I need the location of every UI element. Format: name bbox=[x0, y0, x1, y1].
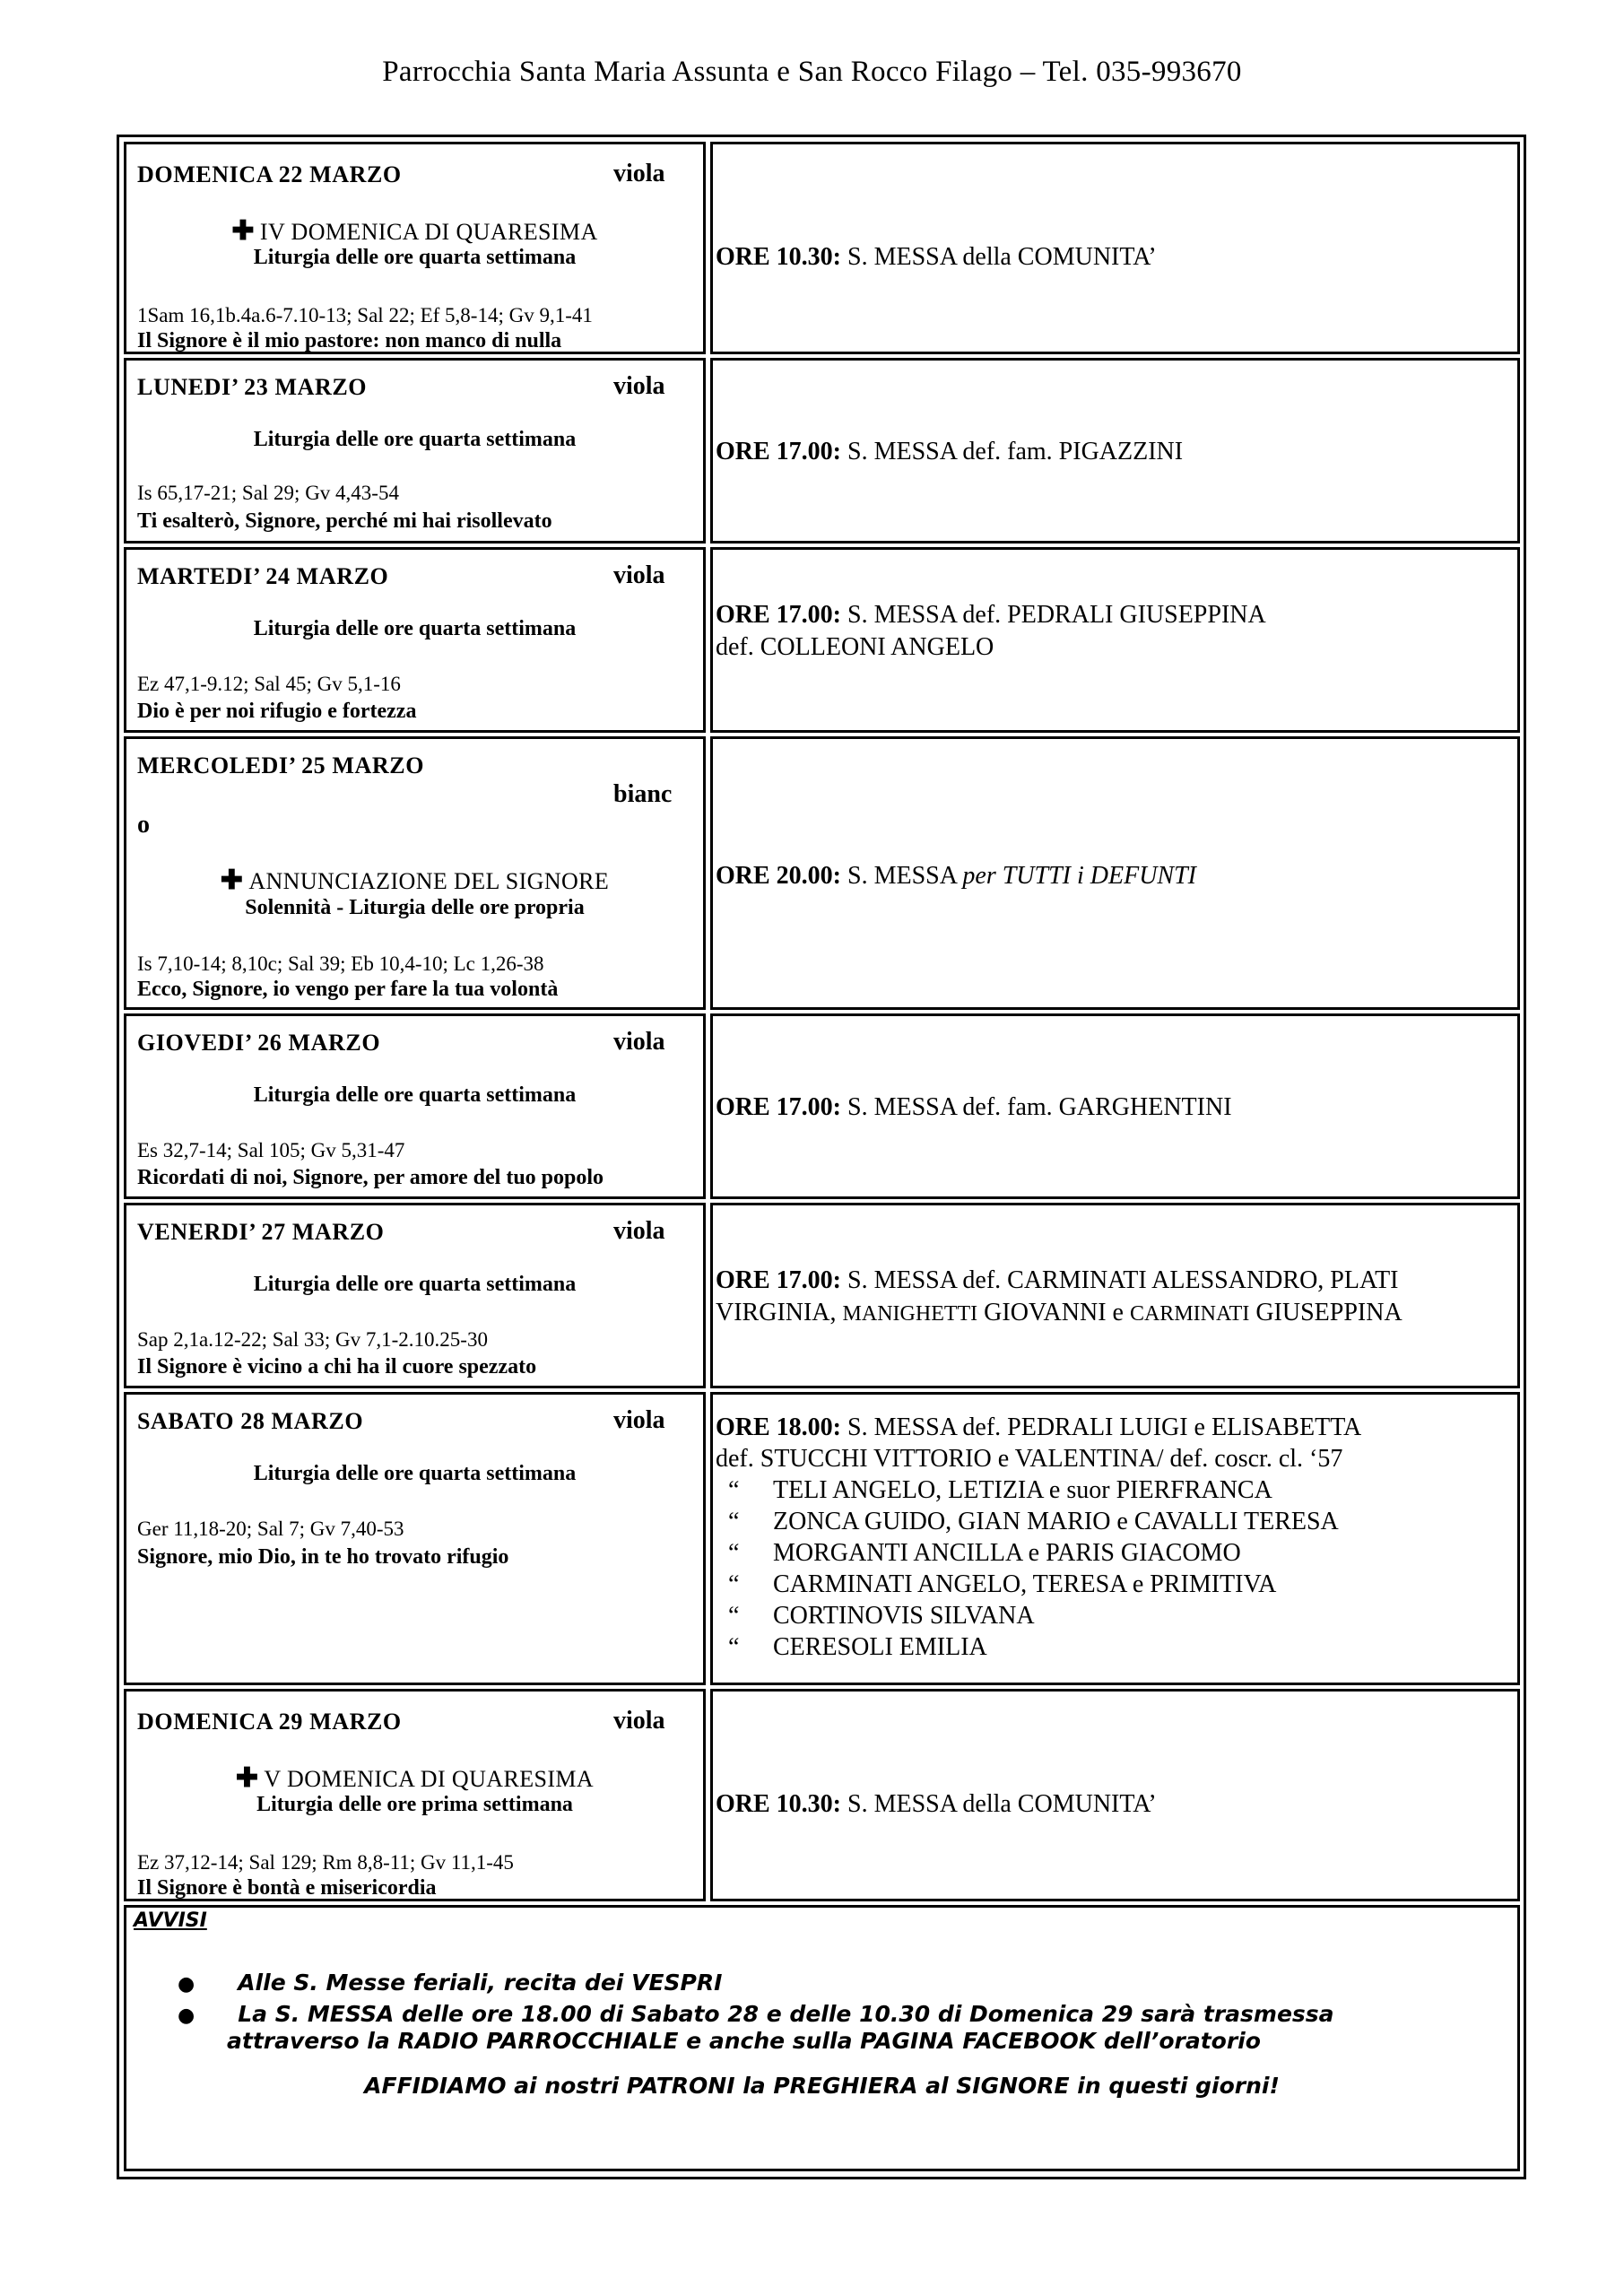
mass-time: ORE 18.00: bbox=[716, 1413, 841, 1441]
mass-intention: TELI ANGELO, LETIZIA e suor PIERFRANCA bbox=[773, 1476, 1272, 1504]
mass-intention: MORGANTI ANCILLA e PARIS GIACOMO bbox=[773, 1539, 1241, 1567]
readings: Ez 47,1-9.12; Sal 45; Gv 5,1-16 bbox=[137, 673, 401, 695]
mass-name-part: MANIGHETTI bbox=[842, 1302, 978, 1326]
day-cell bbox=[124, 547, 706, 733]
day-cell bbox=[124, 736, 706, 1010]
liturgy-note: Solennità - Liturgia delle ore propria bbox=[245, 896, 585, 919]
mass-time: ORE 10.30: bbox=[716, 1790, 841, 1818]
ditto-mark: “ bbox=[728, 1633, 740, 1661]
day-cell bbox=[124, 1013, 706, 1199]
liturgy-note: Liturgia delle ore quarta settimana bbox=[253, 617, 577, 640]
cross-icon: ✚ bbox=[235, 1763, 259, 1793]
feast-title bbox=[126, 215, 703, 247]
liturgy-note: Liturgia delle ore quarta settimana bbox=[253, 1462, 577, 1485]
feast-title bbox=[126, 865, 703, 896]
mass-line-2 bbox=[716, 1297, 1403, 1330]
day-cell bbox=[124, 1392, 706, 1685]
day-cell bbox=[124, 1689, 706, 1901]
day-cell bbox=[124, 358, 706, 544]
psalm-response: Ricordati di noi, Signore, per amore del tuo popolo bbox=[137, 1166, 604, 1189]
notice-text-cont: attraverso la RADIO PARROCCHIALE e anche sulla PAGINA FACEBOOK dell’oratorio bbox=[227, 2028, 1261, 2054]
liturgy-note: Liturgia delle ore quarta settimana bbox=[253, 1273, 577, 1296]
schedule-frame bbox=[117, 135, 1526, 2179]
cross-icon: ✚ bbox=[220, 865, 244, 895]
ditto-mark: “ bbox=[728, 1602, 740, 1630]
day-title: DOMENICA 29 MARZO bbox=[137, 1709, 402, 1735]
notice-text: Alle S. Messe feriali, recita dei VESPRI bbox=[238, 1970, 723, 1996]
mass-intention: CERESOLI EMILIA bbox=[773, 1633, 987, 1661]
mass-line bbox=[716, 1412, 1361, 1444]
mass-text: S. MESSA bbox=[847, 862, 957, 890]
notice-item bbox=[178, 2001, 1334, 2027]
mass-cell bbox=[710, 1392, 1520, 1685]
mass-text: S. MESSA def. fam. GARGHENTINI bbox=[847, 1093, 1232, 1121]
mass-text: S. MESSA def. CARMINATI ALESSANDRO, PLATI bbox=[847, 1266, 1399, 1294]
page-header: Parrocchia Santa Maria Assunta e San Rocco Filago – Tel. 035-993670 bbox=[382, 56, 1242, 88]
liturgy-note: Liturgia delle ore quarta settimana bbox=[253, 246, 577, 269]
psalm-response: Ti esalterò, Signore, perché mi hai risollevato bbox=[137, 509, 552, 533]
psalm-response: Dio è per noi rifugio e fortezza bbox=[137, 700, 417, 723]
ditto-mark: “ bbox=[728, 1476, 740, 1504]
notice-item bbox=[178, 1970, 722, 1996]
liturgy-note: Liturgia delle ore quarta settimana bbox=[253, 428, 577, 451]
psalm-response: Il Signore è il mio pastore: non manco di nulla bbox=[137, 329, 562, 352]
day-title: SABATO 28 MARZO bbox=[137, 1408, 364, 1434]
mass-cell bbox=[710, 142, 1520, 354]
liturgy-note: Liturgia delle ore quarta settimana bbox=[253, 1083, 577, 1107]
mass-cell bbox=[710, 1013, 1520, 1199]
mass-intention-row bbox=[716, 1569, 1276, 1601]
closing-message: AFFIDIAMO ai nostri PATRONI la PREGHIERA al SIGNORE in questi giorni! bbox=[364, 2073, 1280, 2099]
bullet-icon: ● bbox=[178, 2005, 195, 2027]
mass-intention-row bbox=[716, 1631, 987, 1664]
mass-text: S. MESSA della COMUNITA’ bbox=[847, 243, 1157, 271]
mass-name-part: CARMINATI bbox=[1129, 1302, 1250, 1326]
liturgical-color: viola bbox=[613, 1028, 665, 1056]
liturgical-color: viola bbox=[613, 1707, 665, 1735]
liturgical-color: viola bbox=[613, 561, 665, 589]
mass-line bbox=[716, 1788, 1157, 1821]
day-cell bbox=[124, 1203, 706, 1388]
liturgical-color: viola bbox=[613, 1217, 665, 1245]
mass-name-part: GIOVANNI e bbox=[984, 1299, 1124, 1326]
mass-intention: CORTINOVIS SILVANA bbox=[773, 1602, 1035, 1630]
mass-line-2: def. COLLEONI ANGELO bbox=[716, 633, 994, 661]
liturgical-color: bianc bbox=[613, 780, 673, 808]
mass-line bbox=[716, 1265, 1399, 1297]
mass-cell bbox=[710, 736, 1520, 1010]
psalm-response: Il Signore è vicino a chi ha il cuore spezzato bbox=[137, 1355, 537, 1378]
liturgical-color: viola bbox=[613, 372, 665, 400]
liturgical-color-cont: o bbox=[137, 811, 150, 839]
mass-time: ORE 17.00: bbox=[716, 1266, 841, 1294]
mass-intention-row bbox=[716, 1474, 1272, 1507]
readings: Is 7,10-14; 8,10c; Sal 39; Eb 10,4-10; Lc 1,26-38 bbox=[137, 952, 544, 975]
mass-text: S. MESSA della COMUNITA’ bbox=[847, 1790, 1157, 1818]
mass-name-part: VIRGINIA, bbox=[716, 1299, 837, 1326]
readings: Es 32,7-14; Sal 105; Gv 5,31-47 bbox=[137, 1139, 405, 1161]
mass-text: S. MESSA def. PEDRALI LUIGI e ELISABETTA bbox=[847, 1413, 1362, 1441]
feast-label: V DOMENICA DI QUARESIMA bbox=[264, 1766, 595, 1792]
mass-line-2: def. STUCCHI VITTORIO e VALENTINA/ def. coscr. cl. ‘57 bbox=[716, 1445, 1343, 1473]
mass-time: ORE 10.30: bbox=[716, 243, 841, 271]
mass-time: ORE 17.00: bbox=[716, 601, 841, 629]
mass-time: ORE 20.00: bbox=[716, 862, 841, 890]
readings: Is 65,17-21; Sal 29; Gv 4,43-54 bbox=[137, 482, 399, 504]
mass-intention: ZONCA GUIDO, GIAN MARIO e CAVALLI TERESA bbox=[773, 1508, 1339, 1535]
mass-intention: per TUTTI i DEFUNTI bbox=[962, 862, 1196, 890]
day-cell bbox=[124, 142, 706, 354]
bullet-icon: ● bbox=[178, 1973, 195, 1996]
mass-line bbox=[716, 241, 1157, 274]
mass-line bbox=[716, 436, 1183, 468]
readings: 1Sam 16,1b.4a.6-7.10-13; Sal 22; Ef 5,8-14; Gv 9,1-41 bbox=[137, 304, 593, 326]
mass-intention-row bbox=[716, 1506, 1339, 1538]
mass-time: ORE 17.00: bbox=[716, 438, 841, 465]
liturgical-color: viola bbox=[613, 1406, 665, 1434]
feast-label: IV DOMENICA DI QUARESIMA bbox=[259, 219, 598, 245]
liturgical-color: viola bbox=[613, 160, 665, 187]
day-title: LUNEDI’ 23 MARZO bbox=[137, 374, 368, 400]
mass-line bbox=[716, 599, 1266, 631]
mass-cell bbox=[710, 547, 1520, 733]
mass-intention-row bbox=[716, 1600, 1035, 1632]
mass-intention-row bbox=[716, 1537, 1241, 1570]
readings: Ger 11,18-20; Sal 7; Gv 7,40-53 bbox=[137, 1518, 404, 1540]
ditto-mark: “ bbox=[728, 1508, 740, 1535]
notice-text: La S. MESSA delle ore 18.00 di Sabato 28 e delle 10.30 di Domenica 29 sarà trasmessa bbox=[238, 2001, 1334, 2027]
psalm-response: Signore, mio Dio, in te ho trovato rifugio bbox=[137, 1545, 509, 1569]
day-title: GIOVEDI’ 26 MARZO bbox=[137, 1030, 381, 1056]
day-title: VENERDI’ 27 MARZO bbox=[137, 1219, 385, 1245]
ditto-mark: “ bbox=[728, 1570, 740, 1598]
mass-line bbox=[716, 860, 1196, 892]
notices-box bbox=[124, 1905, 1520, 2171]
ditto-mark: “ bbox=[728, 1539, 740, 1567]
mass-cell bbox=[710, 1689, 1520, 1901]
feast-title bbox=[126, 1762, 703, 1794]
feast-label: ANNUNCIAZIONE DEL SIGNORE bbox=[248, 868, 610, 894]
psalm-response: Ecco, Signore, io vengo per fare la tua volontà bbox=[137, 978, 559, 1001]
mass-text: S. MESSA def. PEDRALI GIUSEPPINA bbox=[847, 601, 1266, 629]
day-title: MERCOLEDI’ 25 MARZO bbox=[137, 752, 425, 778]
cross-icon: ✚ bbox=[231, 216, 255, 246]
mass-text: S. MESSA def. fam. PIGAZZINI bbox=[847, 438, 1184, 465]
day-title: MARTEDI’ 24 MARZO bbox=[137, 563, 389, 589]
mass-name-part: GIUSEPPINA bbox=[1255, 1299, 1403, 1326]
readings: Ez 37,12-14; Sal 129; Rm 8,8-11; Gv 11,1-45 bbox=[137, 1851, 514, 1874]
psalm-response: Il Signore è bontà e misericordia bbox=[137, 1876, 437, 1900]
mass-cell bbox=[710, 358, 1520, 544]
notices-title: AVVISI bbox=[134, 1909, 207, 1932]
mass-cell bbox=[710, 1203, 1520, 1388]
mass-line bbox=[716, 1091, 1232, 1124]
readings: Sap 2,1a.12-22; Sal 33; Gv 7,1-2.10.25-30 bbox=[137, 1328, 488, 1351]
day-title: DOMENICA 22 MARZO bbox=[137, 161, 402, 187]
mass-time: ORE 17.00: bbox=[716, 1093, 841, 1121]
mass-intention: CARMINATI ANGELO, TERESA e PRIMITIVA bbox=[773, 1570, 1277, 1598]
liturgy-note: Liturgia delle ore prima settimana bbox=[256, 1793, 573, 1816]
